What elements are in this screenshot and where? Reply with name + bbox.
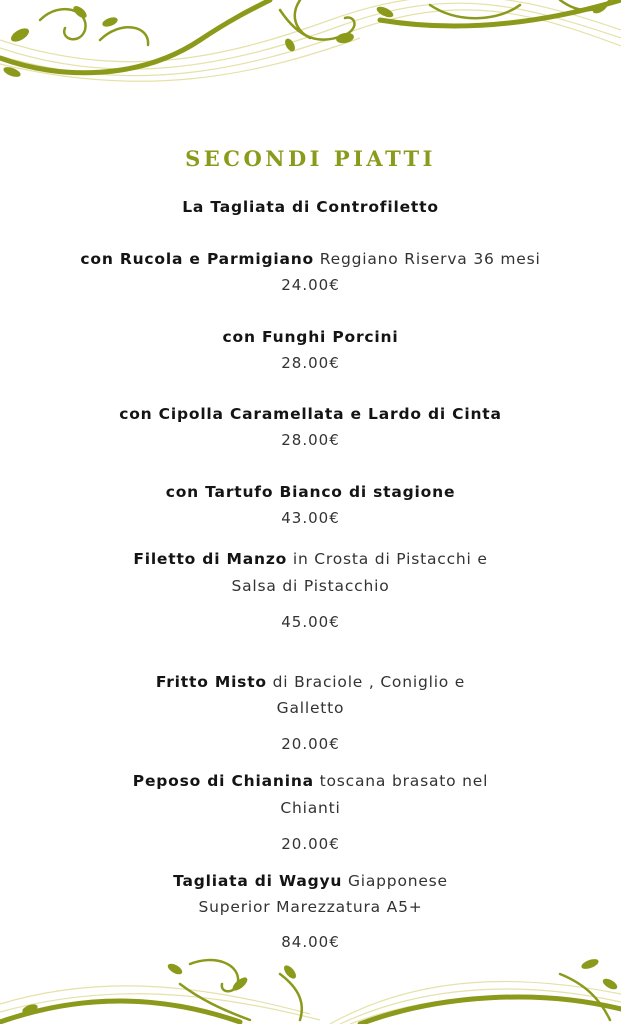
item-description: toscana brasato nel — [313, 772, 489, 790]
top-vine-decoration — [0, 0, 621, 95]
menu-item-5-line2 — [0, 699, 621, 717]
item-name: Fritto Misto — [155, 673, 267, 691]
dish-heading — [0, 198, 621, 216]
item-name: con Cipolla Caramellata e Lardo di Cinta — [119, 405, 502, 423]
item-price-2: 28.00€ — [281, 431, 340, 449]
item-name: Peposo di Chianina — [132, 772, 314, 790]
menu-item-4-line2 — [0, 577, 621, 595]
menu-item-7 — [0, 872, 621, 890]
item-description-cont: Superior Marezzatura A5+ — [198, 898, 423, 916]
item-description: in Crosta di Pistacchi e — [287, 550, 488, 568]
item-name: con Funghi Porcini — [222, 328, 399, 346]
menu-item-0 — [0, 250, 621, 268]
menu-item-7-line2 — [0, 898, 621, 916]
item-description: Giapponese — [342, 872, 448, 890]
item-price-7: 84.00€ — [281, 933, 340, 951]
menu-item-6-line2 — [0, 799, 621, 817]
item-description-cont: Salsa di Pistacchio — [231, 577, 390, 595]
heading-text: La Tagliata di Controfiletto — [182, 198, 439, 216]
item-description-cont: Galletto — [276, 699, 345, 717]
menu-item-2 — [0, 405, 621, 423]
item-price-3: 43.00€ — [281, 509, 340, 527]
menu-item-3 — [0, 483, 621, 501]
item-description-cont: Chianti — [280, 799, 341, 817]
item-name: Filetto di Manzo — [133, 550, 288, 568]
item-name: con Rucola e Parmigiano — [80, 250, 315, 268]
item-price-1: 28.00€ — [281, 354, 340, 372]
item-description: Reggiano Riserva 36 mesi — [314, 250, 541, 268]
item-description: di Braciole , Coniglio e — [266, 673, 466, 691]
item-price-5: 20.00€ — [281, 735, 340, 753]
bottom-vine-decoration — [0, 954, 621, 1024]
item-price-6: 20.00€ — [281, 835, 340, 853]
item-name: Tagliata di Wagyu — [173, 872, 343, 890]
menu-item-1 — [0, 328, 621, 346]
item-price-4: 45.00€ — [281, 613, 340, 631]
menu-item-5 — [0, 673, 621, 691]
menu-item-4 — [0, 550, 621, 568]
section-title: SECONDI PIATTI — [185, 146, 436, 171]
item-price-0: 24.00€ — [281, 276, 340, 294]
menu-item-6 — [0, 772, 621, 790]
item-name: con Tartufo Bianco di stagione — [165, 483, 456, 501]
